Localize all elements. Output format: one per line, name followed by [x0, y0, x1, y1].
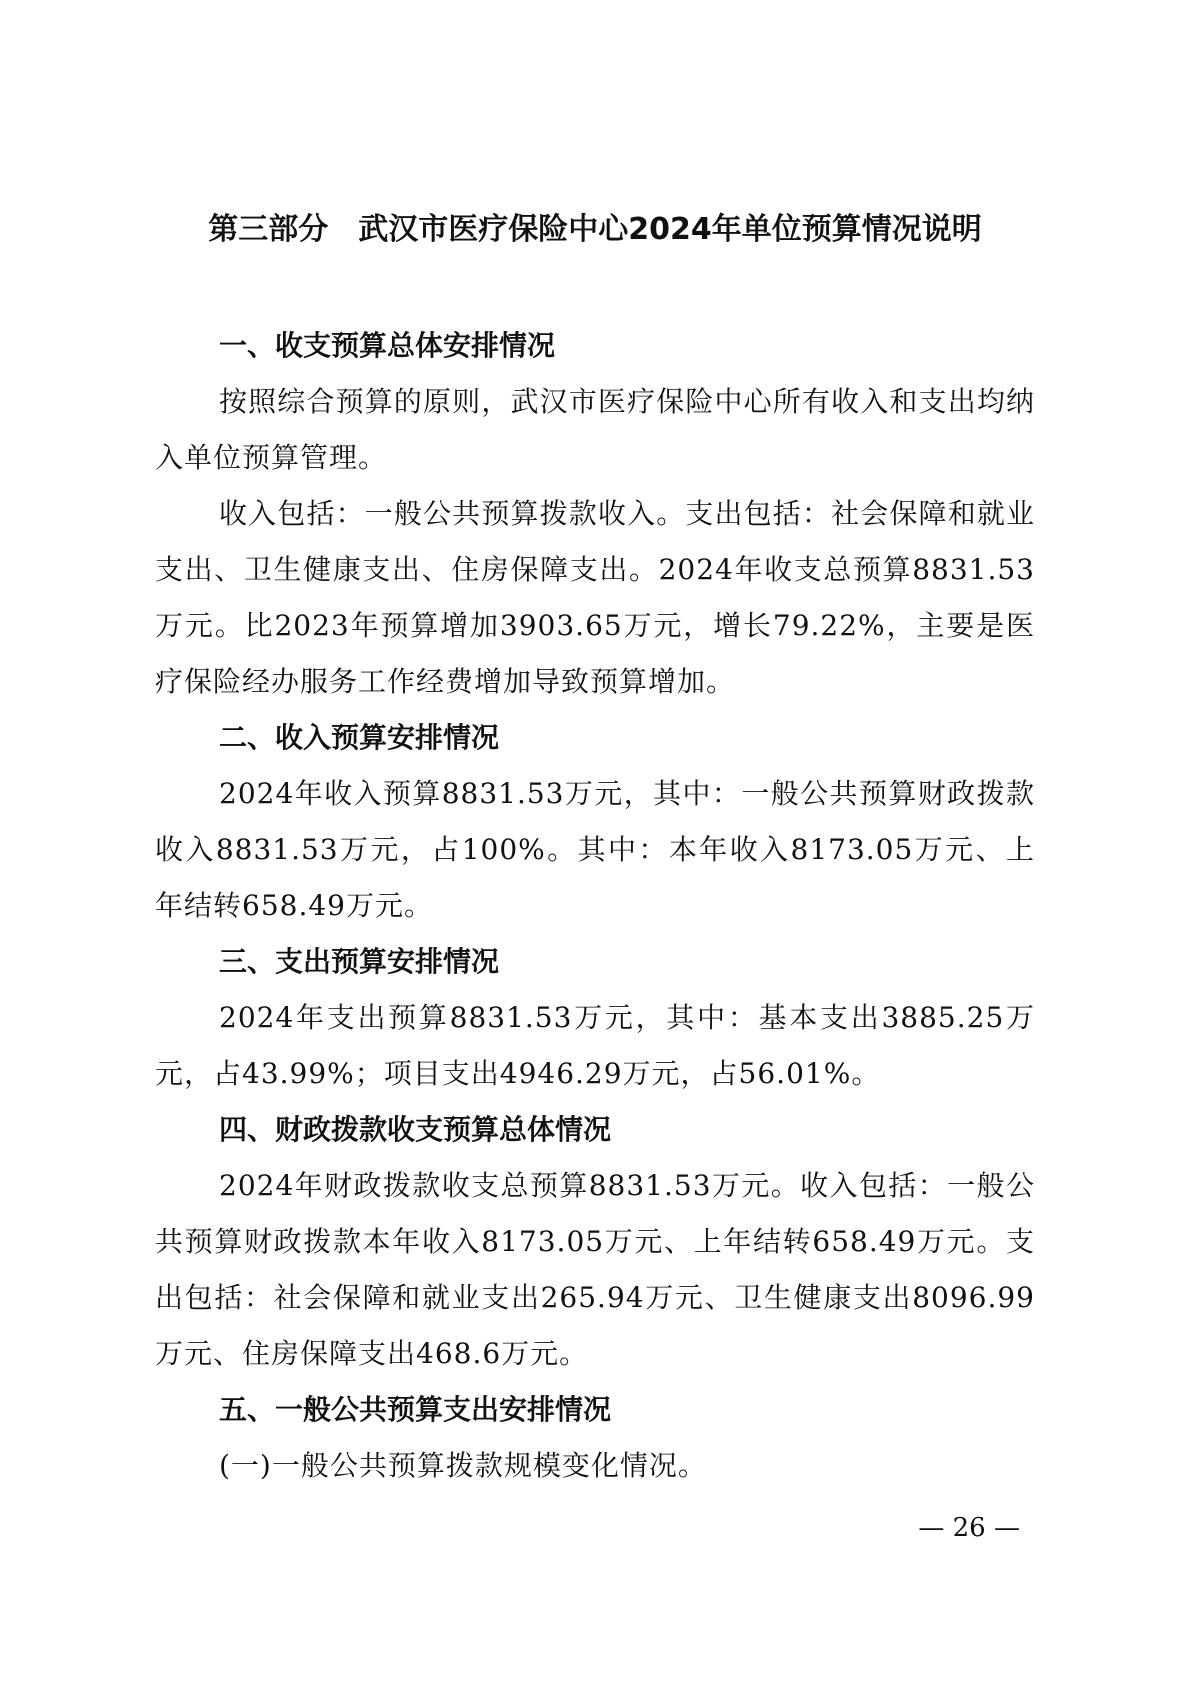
section-2-paragraph-1: 2024年收入预算8831.53万元，其中：一般公共预算财政拨款收入8831.53万元，占100%。其中：本年收入8173.05万元、上年结转658.49万元。: [155, 777, 1035, 922]
section-heading-1: 一、收支预算总体安排情况: [219, 329, 556, 362]
section-4-paragraph-1: 2024年财政拨款收支总预算8831.53万元。收入包括：一般公共预算财政拨款本年收入8173.05万元、上年结转658.49万元。支出包括：社会保障和就业支出265.94万元、卫生健康支出8096.99万元、住房保障支出468.6万元。: [155, 1169, 1035, 1370]
section-3-paragraph-1: 2024年支出预算8831.53万元，其中：基本支出3885.25万元，占43.99%；项目支出4946.29万元，占56.01%。: [155, 1001, 1035, 1090]
page-number: — 26 —: [918, 1513, 1020, 1543]
section-5-paragraph-1: (一)一般公共预算拨款规模变化情况。: [219, 1449, 707, 1482]
page-title: 第三部分 武汉市医疗保险中心2024年单位预算情况说明: [208, 212, 982, 247]
section-heading-3: 三、支出预算安排情况: [219, 945, 500, 978]
section-heading-4: 四、财政拨款收支预算总体情况: [219, 1113, 612, 1146]
section-1-paragraph-2: 收入包括：一般公共预算拨款收入。支出包括：社会保障和就业支出、卫生健康支出、住房保障支出。2024年收支总预算8831.53万元。比2023年预算增加3903.65万元，增长79.22%，主要是医疗保险经办服务工作经费增加导致预算增加。: [155, 497, 1035, 698]
section-heading-5: 五、一般公共预算支出安排情况: [219, 1393, 612, 1426]
section-1-paragraph-1: 按照综合预算的原则，武汉市医疗保险中心所有收入和支出均纳入单位预算管理。: [155, 385, 1035, 474]
section-heading-2: 二、收入预算安排情况: [219, 721, 500, 754]
document-body: [155, 318, 1035, 1494]
